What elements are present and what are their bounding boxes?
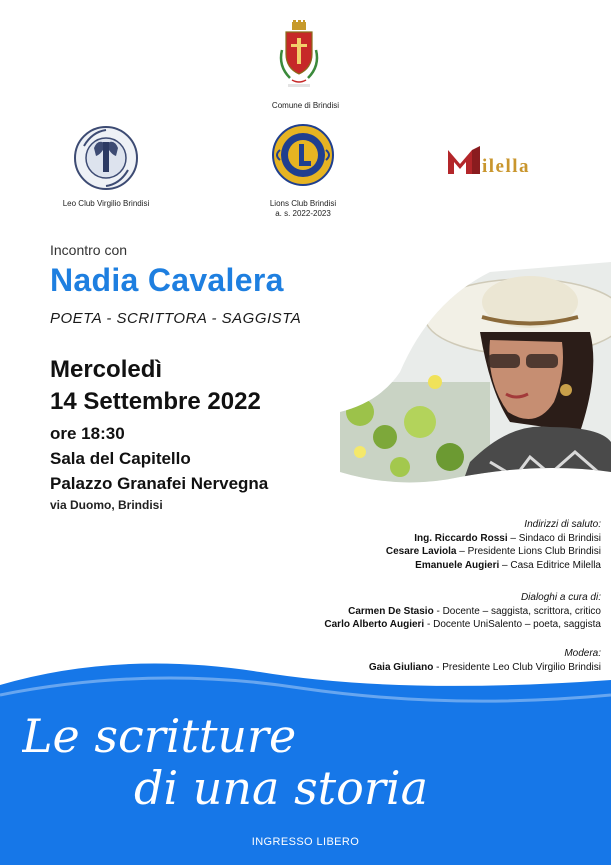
event-day: Mercoledì [50,356,163,383]
dialoghi-heading: Dialoghi a cura di: [520,592,601,603]
lions-club-year: a. s. 2022-2023 [275,209,331,218]
milella-publisher-logo [446,144,564,176]
tagline-line1: Le scritture [22,709,297,763]
speaker-photo [340,262,611,490]
dialoghi-name: Carlo Alberto Augieri [324,619,425,630]
event-venue: Palazzo Granafei Nervegna [50,474,269,493]
saluti-role: – Casa Editrice Milella [499,559,601,571]
saluti-role: – Presidente Lions Club Brindisi [456,546,601,557]
svg-text:ilella: ilella [482,156,531,176]
tagline-line2: di una storia [134,761,428,815]
lions-club-logo [272,124,334,186]
saluti-heading: Indirizzi di saluto: [524,519,601,530]
lions-club-label-line1: Lions Club Brindisi [269,199,337,208]
leo-club-label: Leo Club Virgilio Brindisi [62,199,150,208]
modera-role: - Presidente Leo Club Virgilio Brindisi [433,661,601,673]
dialoghi-role: - Docente UniSalento – poeta, saggista [424,619,601,630]
event-time: ore 18:30 [50,424,125,443]
lions-club-label [248,199,358,219]
saluti-role: – Sindaco di Brindisi [507,532,601,544]
dialoghi-item [324,605,601,619]
dialoghi-role: - Docente – saggista, scrittora, critico [433,605,601,617]
event-address: via Duomo, Brindisi [50,498,163,512]
free-entry-label: INGRESSO LIBERO [251,836,360,848]
event-hall: Sala del Capitello [50,449,191,468]
dialoghi-name: Carmen De Stasio [348,605,434,617]
modera-heading: Modera: [564,648,601,659]
dialoghi-item [324,618,601,632]
modera-name: Gaia Giuliano [368,661,434,673]
comune-label: Comune di Brindisi [271,101,340,110]
saluti-name: Emanuele Augieri [415,559,500,571]
tagline [22,700,582,820]
event-date: 14 Settembre 2022 [50,388,261,415]
credits-dialoghi [324,591,601,632]
saluti-name: Cesare Laviola [385,546,457,557]
saluti-name: Ing. Riccardo Rossi [414,532,508,544]
speaker-name: Nadia Cavalera [50,262,284,298]
leo-club-logo [72,124,140,192]
comune-crest-logo [276,20,322,92]
saluti-item [386,559,601,573]
speaker-roles: POETA - SCRITTORA - SAGGISTA [50,310,302,327]
saluti-item [386,532,601,546]
credits-saluti [386,518,601,572]
saluti-item [386,545,601,559]
intro-text: Incontro con [50,242,128,258]
